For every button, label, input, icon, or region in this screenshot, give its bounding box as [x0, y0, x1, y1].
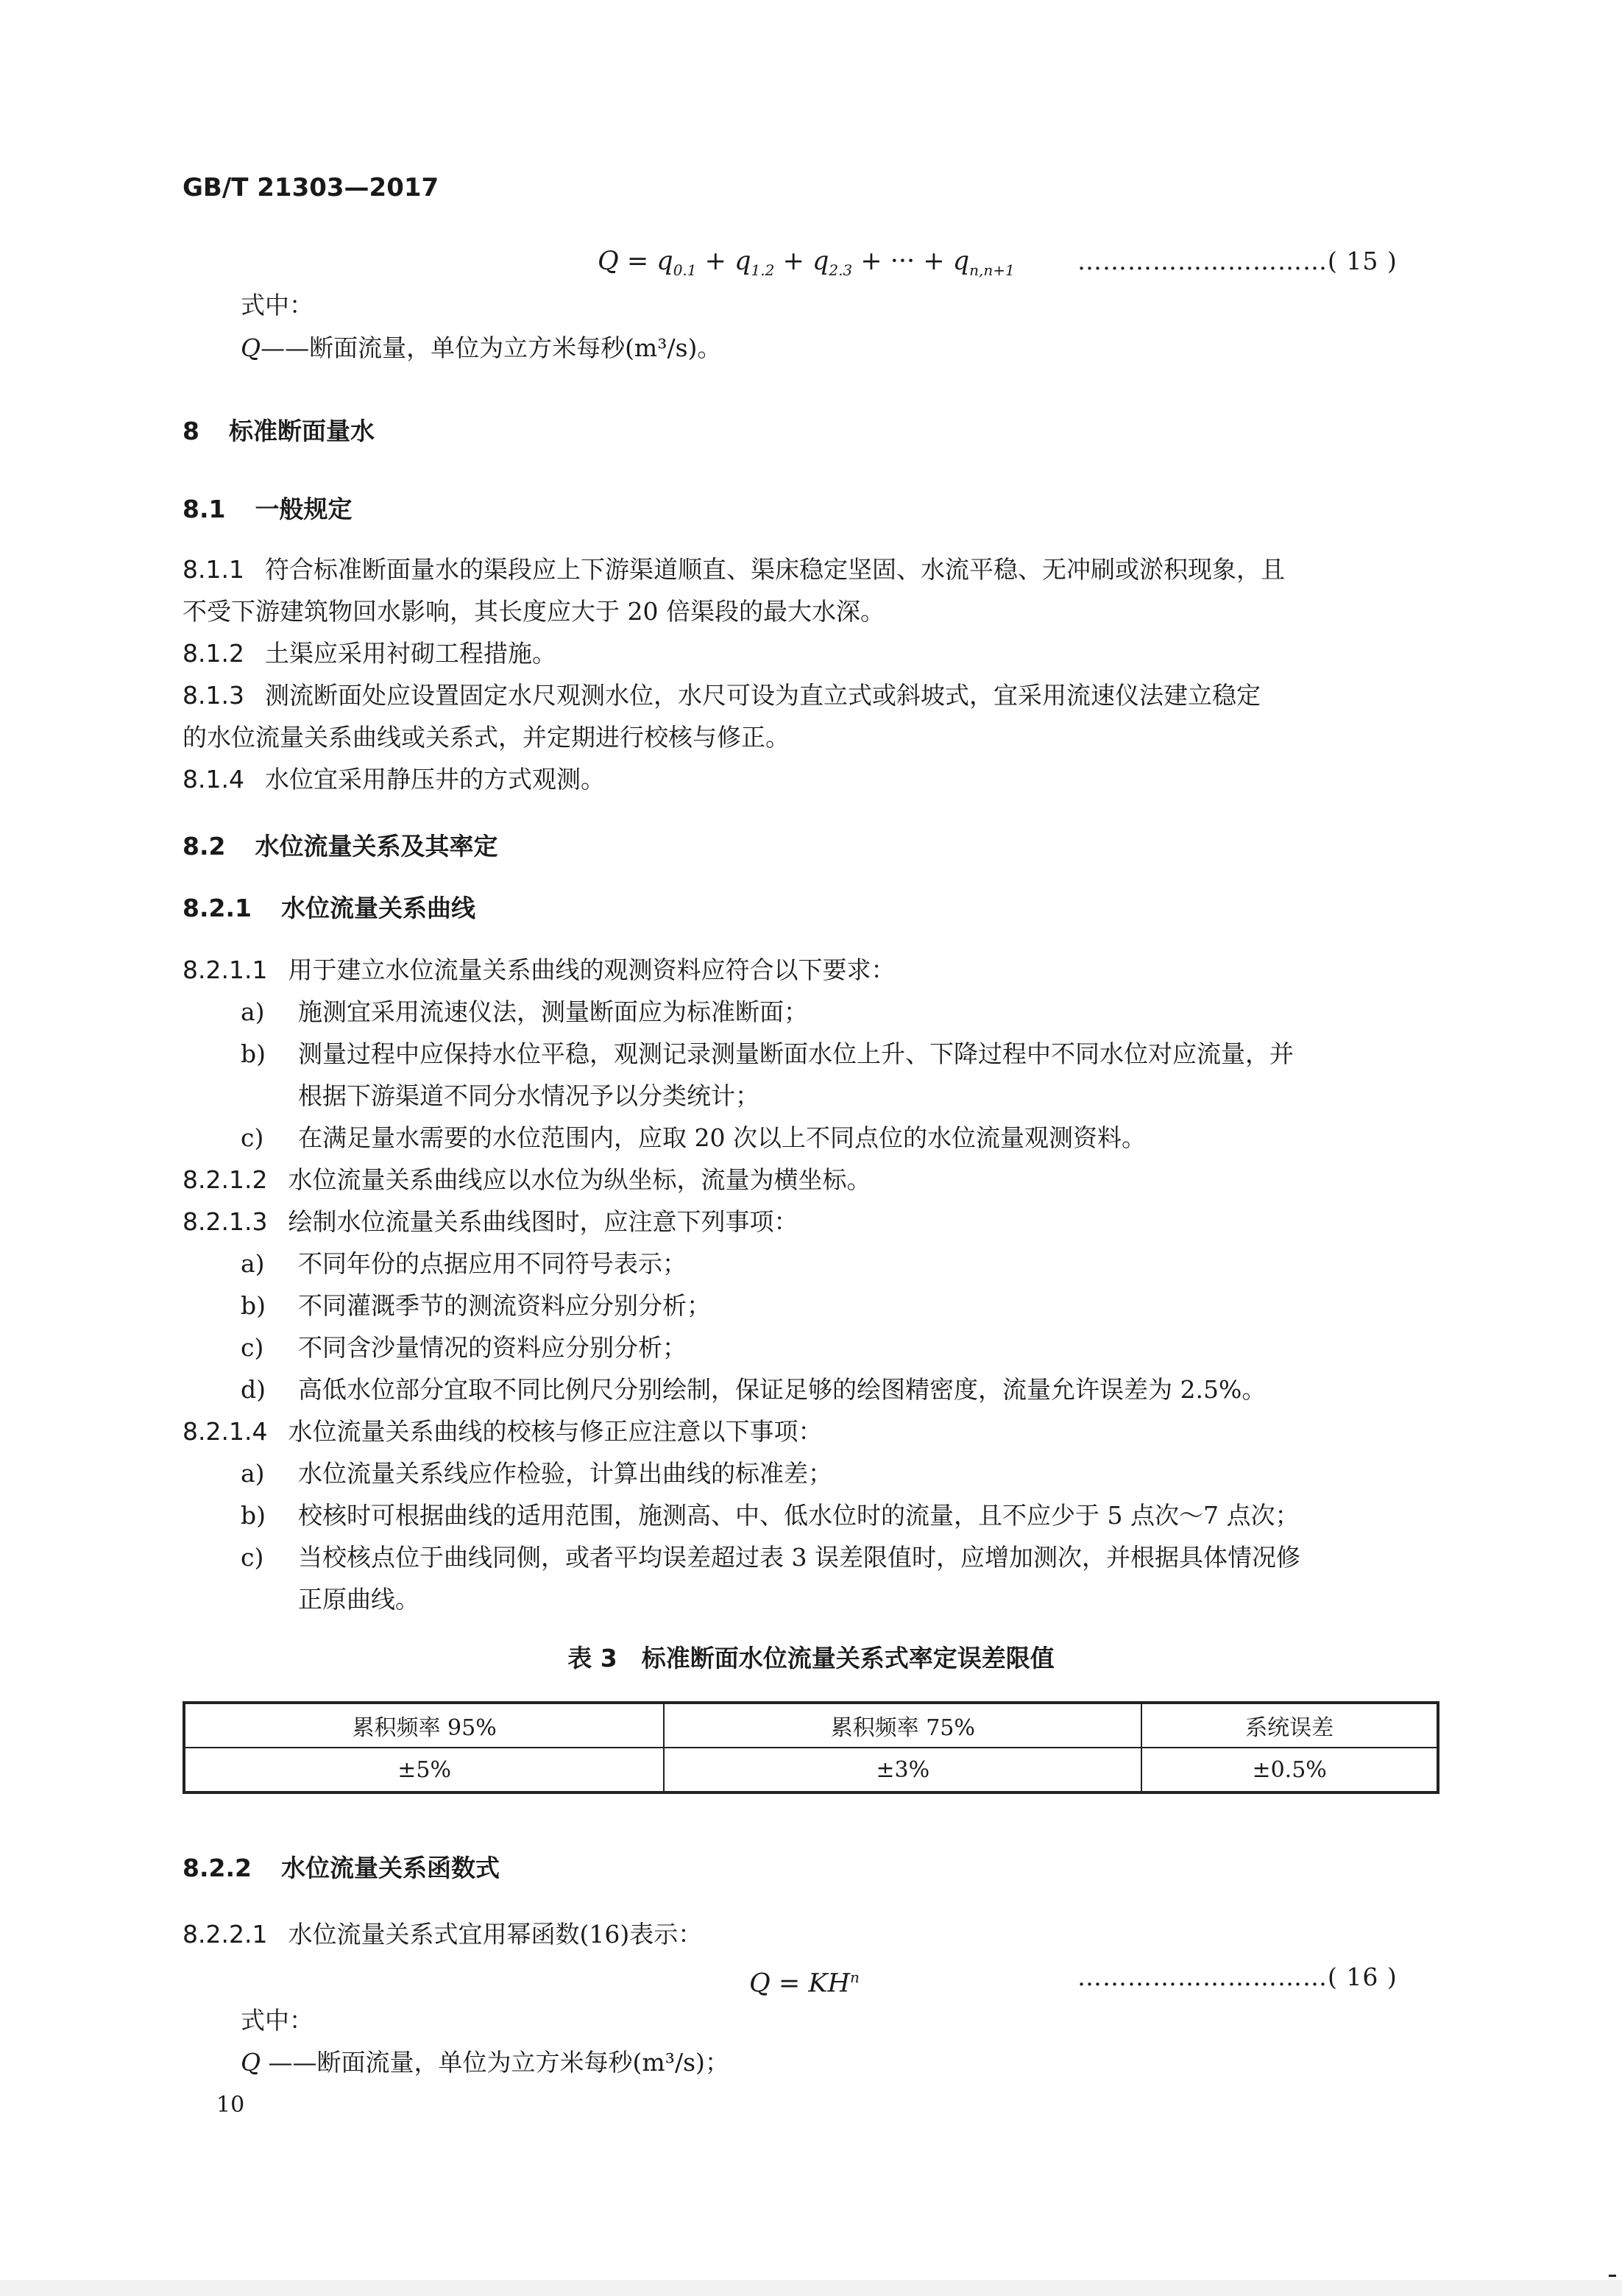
- table-cell: ±0.5%: [1141, 1748, 1438, 1792]
- clause-number: 8.2.2.1: [183, 1920, 268, 1949]
- list-item-c: 在满足量水需要的水位范围内，应取 20 次以上不同点位的水位流量观测资料。: [298, 1123, 1146, 1152]
- eq15-qn: q: [952, 247, 970, 276]
- eq15-sub-01: 0.1: [673, 261, 697, 279]
- eq15-q1: q: [734, 247, 751, 276]
- list-marker-b: b): [241, 1291, 266, 1320]
- corner-mark: [1609, 2275, 1616, 2277]
- section-8-1-heading: [183, 495, 352, 524]
- clause-8-2-1-1: [183, 956, 895, 985]
- eq15-sub-23: 2.3: [829, 261, 853, 279]
- equation-16-number: …………………………( 16 ): [1077, 1963, 1398, 1991]
- clause-text: 水位流量关系式宜用幂函数(16)表示：: [288, 1920, 703, 1949]
- clause-8-1-2: [183, 639, 556, 668]
- section-number: 8: [183, 417, 199, 445]
- table-header-cell: 累积频率 95%: [184, 1703, 664, 1748]
- list-item-a: 施测宜采用流速仪法，测量断面应为标准断面；: [298, 997, 808, 1026]
- table-cell: ±5%: [184, 1748, 664, 1792]
- list-marker-c: c): [241, 1543, 264, 1572]
- bottom-strip: [0, 2280, 1622, 2296]
- section-title: 水位流量关系曲线: [280, 894, 475, 922]
- eq15-plus: +: [923, 247, 945, 276]
- section-title: 标准断面量水: [228, 417, 375, 445]
- table-3: [183, 1701, 1439, 1794]
- section-number: 8.2.1: [183, 894, 252, 922]
- list-marker-a: a): [241, 1459, 265, 1488]
- table-cell: ±3%: [664, 1748, 1141, 1792]
- list-item-b: 校核时可根据曲线的适用范围，施测高、中、低水位时的流量，且不应少于 5 点次～7 点次；: [298, 1501, 1300, 1530]
- list-item-b-line2: 根据下游渠道不同分水情况予以分类统计；: [298, 1081, 759, 1110]
- clause-number: 8.2.1.4: [183, 1417, 268, 1446]
- table-header-cell: 系统误差: [1141, 1703, 1438, 1748]
- list-marker-b: b): [241, 1501, 266, 1530]
- clause-number: 8.2.1.1: [183, 956, 268, 984]
- where-desc-q: ——断面流量，单位为立方米每秒(m³/s)。: [261, 333, 722, 362]
- standard-code: GB/T 21303—2017: [183, 173, 439, 202]
- section-8-heading: [183, 417, 375, 446]
- table-row: [184, 1748, 1438, 1792]
- where-label-1: 式中：: [241, 291, 314, 319]
- where-label-2: 式中：: [241, 2006, 314, 2035]
- clause-8-2-1-3: [183, 1207, 798, 1237]
- equation-16: [749, 1961, 860, 2000]
- table-3-title: 表 3 标准断面水位流量关系式率定误差限值: [567, 1644, 1055, 1672]
- clause-text: 土渠应采用衬砌工程措施。: [264, 639, 556, 668]
- section-number: 8.2: [183, 832, 226, 861]
- clause-8-1-1-line1: [183, 555, 1285, 584]
- eq16-k: K: [808, 1968, 828, 1999]
- eq15-plus: +: [860, 247, 882, 276]
- clause-text: 符合标准断面量水的渠段应上下游渠道顺直、渠床稳定坚固、水流平稳、无冲刷或淤积现象，且: [264, 555, 1285, 584]
- eq15-sub-nn1: n,n+1: [969, 261, 1015, 279]
- page-number: 10: [216, 2092, 245, 2118]
- eq16-h: H: [827, 1968, 850, 1999]
- list-marker-a: a): [241, 1249, 265, 1278]
- clause-8-2-1-4: [183, 1417, 822, 1447]
- clause-number: 8.1.2: [183, 639, 244, 668]
- list-item-b-line1: 测量过程中应保持水位平稳，观测记录测量断面水位上升、下降过程中不同水位对应流量，并: [298, 1039, 1294, 1068]
- clause-number: 8.2.1.3: [183, 1207, 268, 1236]
- where-symbol-q: Q: [241, 333, 261, 362]
- eq15-q2: q: [812, 247, 829, 276]
- equation-15: $Q = q_{0.1} + q_{1.2} + q_{2.3}$ + ··· + $q_{n,n+1}$: [598, 247, 1015, 279]
- clause-8-1-4: [183, 765, 605, 794]
- equation-15-number: …………………………( 15 ): [1077, 247, 1398, 275]
- clause-8-1-3-line2: 的水位流量关系曲线或关系式，并定期进行校核与修正。: [183, 723, 790, 752]
- clause-number: 8.1.3: [183, 681, 244, 710]
- list-item-c: 不同含沙量情况的资料应分别分析；: [298, 1333, 687, 1362]
- section-title: 一般规定: [255, 495, 353, 523]
- clause-8-2-1-2: [183, 1165, 871, 1195]
- list-item-b: 不同灌溉季节的测流资料应分别分析；: [298, 1291, 711, 1320]
- list-item-a: 不同年份的点据应用不同符号表示；: [298, 1249, 687, 1278]
- eq16-q: Q: [749, 1968, 771, 1999]
- table-header-row: [184, 1703, 1438, 1748]
- section-title: 水位流量关系及其率定: [255, 832, 498, 861]
- list-item-c-line2: 正原曲线。: [298, 1585, 419, 1614]
- list-item-d: 高低水位部分宜取不同比例尺分别绘制，保证足够的绘图精密度，流量允许误差为 2.5%。: [298, 1375, 1267, 1404]
- clause-text: 水位流量关系曲线的校核与修正应注意以下事项：: [288, 1417, 823, 1446]
- where-desc-q: ——断面流量，单位为立方米每秒(m³/s)；: [261, 2048, 729, 2077]
- clause-text: 水位流量关系曲线应以水位为纵坐标，流量为横坐标。: [288, 1165, 871, 1194]
- section-8-2-heading: [183, 832, 497, 861]
- clause-number: 8.1.1: [183, 555, 244, 584]
- list-item-c-line1: 当校核点位于曲线同侧，或者平均误差超过表 3 误差限值时，应增加测次，并根据具体情况修: [298, 1543, 1300, 1572]
- eq16-exponent: n: [850, 1968, 860, 1986]
- section-8-2-1-heading: [183, 894, 475, 923]
- eq15-sub-12: 1.2: [751, 261, 775, 279]
- clause-8-2-2-1: [183, 1920, 702, 1949]
- section-title: 水位流量关系函数式: [280, 1854, 500, 1882]
- clause-8-1-3-line1: [183, 681, 1261, 710]
- clause-text: 测流断面处应设置固定水尺观测水位，水尺可设为直立式或斜坡式，宜采用流速仪法建立稳定: [264, 681, 1261, 710]
- list-marker-a: a): [241, 997, 265, 1026]
- eq15-q0: q: [656, 247, 673, 276]
- eq15-plus: +: [782, 247, 804, 276]
- clause-8-1-1-line2: 不受下游建筑物回水影响，其长度应大于 20 倍渠段的最大水深。: [183, 597, 885, 626]
- list-item-a: 水位流量关系线应作检验，计算出曲线的标准差；: [298, 1459, 832, 1488]
- eq15-plus: +: [704, 247, 726, 276]
- eq15-ellipsis: ···: [890, 247, 916, 276]
- section-8-2-2-heading: [183, 1854, 500, 1883]
- where-def-1: [241, 333, 721, 363]
- list-marker-c: c): [241, 1123, 264, 1152]
- clause-text: 水位宜采用静压井的方式观测。: [264, 765, 605, 794]
- section-number: 8.2.2: [183, 1854, 252, 1882]
- list-marker-c: c): [241, 1333, 264, 1362]
- where-def-2: [241, 2048, 729, 2077]
- clause-text: 用于建立水位流量关系曲线的观测资料应符合以下要求：: [288, 956, 896, 984]
- clause-number: 8.2.1.2: [183, 1165, 268, 1194]
- list-marker-b: b): [241, 1039, 266, 1068]
- clause-number: 8.1.4: [183, 765, 244, 794]
- where-symbol-q: Q: [241, 2048, 261, 2077]
- section-number: 8.1: [183, 495, 226, 523]
- table-header-cell: 累积频率 75%: [664, 1703, 1141, 1748]
- eq16-equals: =: [778, 1968, 801, 1999]
- list-marker-d: d): [241, 1375, 266, 1404]
- clause-text: 绘制水位流量关系曲线图时，应注意下列事项：: [288, 1207, 798, 1236]
